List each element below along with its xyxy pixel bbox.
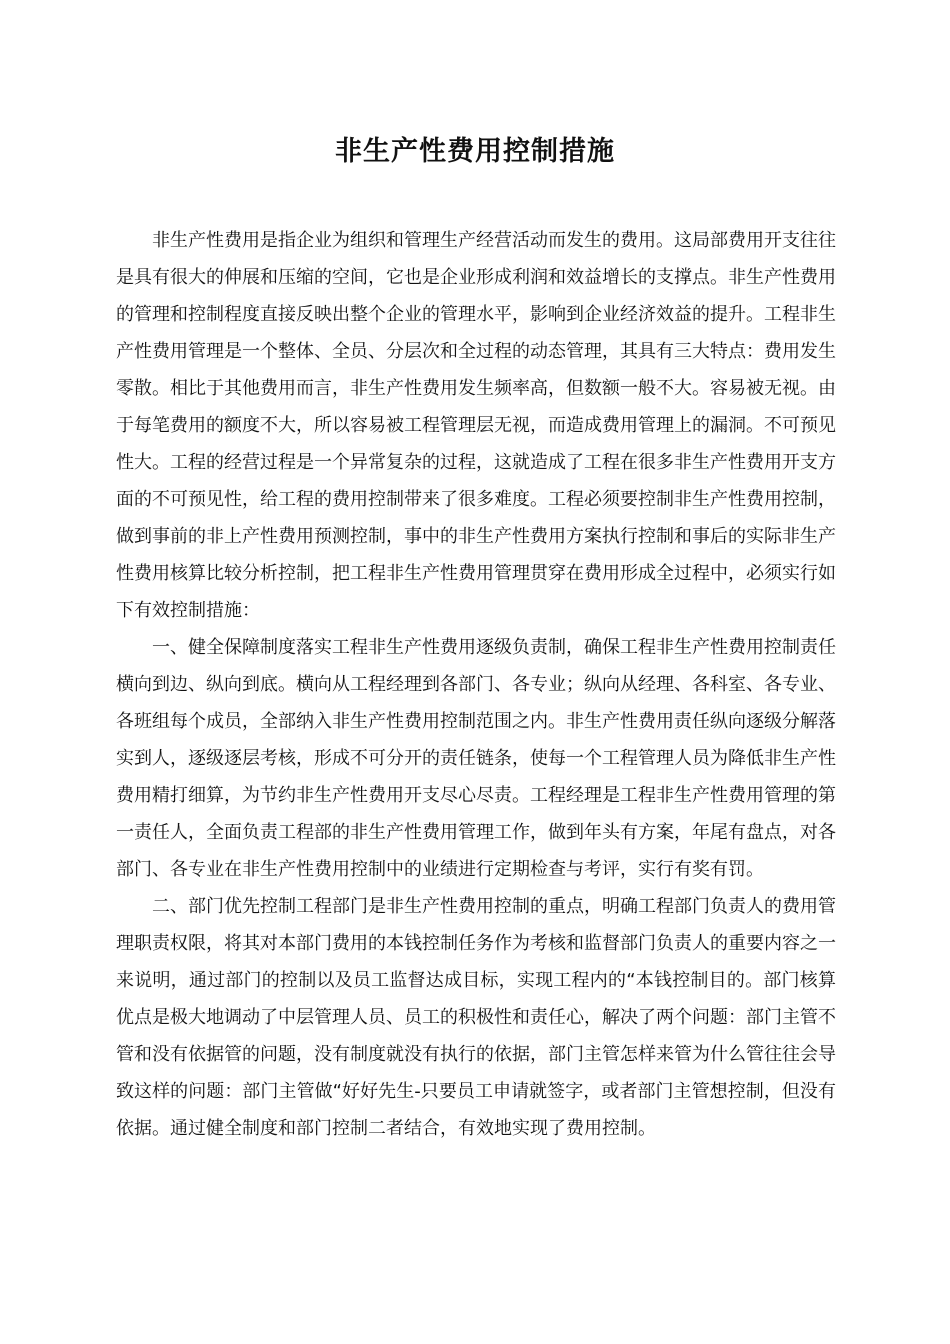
document-body — [116, 222, 836, 1147]
page-title: 非生产性费用控制措施 — [335, 136, 615, 167]
paragraph-intro: 非生产性费用是指企业为组织和管理生产经营活动而发生的费用。这局部费用开支往往是具有很大的伸展和压缩的空间，它也是企业形成利润和效益增长的支撑点。非生产性费用的管理和控制程度直接反映出整个企业的管理水平，影响到企业经济效益的提升。工程非生产性费用管理是一个整体、全员、分层次和全过程的动态管理，其具有三大特点：费用发生零散。相比于其他费用而言，非生产性费用发生频率高，但数额一般不大。容易被无视。由于每笔费用的额度不大，所以容易被工程管理层无视，而造成费用管理上的漏洞。不可预见性大。工程的经营过程是一个异常复杂的过程，这就造成了工程在很多非生产性费用开支方面的不可预见性，给工程的费用控制带来了很多难度。工程必须要控制非生产性费用控制，做到事前的非上产性费用预测控制，事中的非生产性费用方案执行控制和事后的实际非生产性费用核算比较分析控制，把工程非生产性费用管理贯穿在费用形成全过程中，必须实行如下有效控制措施： — [116, 230, 836, 621]
paragraph-measure-2: 二、部门优先控制工程部门是非生产性费用控制的重点，明确工程部门负责人的费用管理职责权限，将其对本部门费用的本钱控制任务作为考核和监督部门负责人的重要内容之一来说明，通过部门的控制以及员工监督达成目标，实现工程内的“本钱控制目的。部门核算优点是极大地调动了中层管理人员、员工的积极性和责任心，解决了两个问题：部门主管不管和没有依据管的问题，没有制度就没有执行的依据，部门主管怎样来管为什么管往往会导致这样的问题：部门主管做“好好先生-只要员工申请就签字，或者部门主管想控制，但没有依据。通过健全制度和部门控制二者结合，有效地实现了费用控制。 — [116, 896, 836, 1139]
paragraph-measure-1: 一、健全保障制度落实工程非生产性费用逐级负责制，确保工程非生产性费用控制责任横向到边、纵向到底。横向从工程经理到各部门、各专业；纵向从经理、各科室、各专业、各班组每个成员，全部纳入非生产性费用控制范围之内。非生产性费用责任纵向逐级分解落实到人，逐级逐层考核，形成不可分开的责任链条，使每一个工程管理人员为降低非生产性费用精打细算，为节约非生产性费用开支尽心尽责。工程经理是工程非生产性费用管理的第一责任人，全面负责工程部的非生产性费用管理工作，做到年头有方案，年尾有盘点，对各部门、各专业在非生产性费用控制中的业绩进行定期检查与考评，实行有奖有罚。 — [116, 637, 836, 880]
